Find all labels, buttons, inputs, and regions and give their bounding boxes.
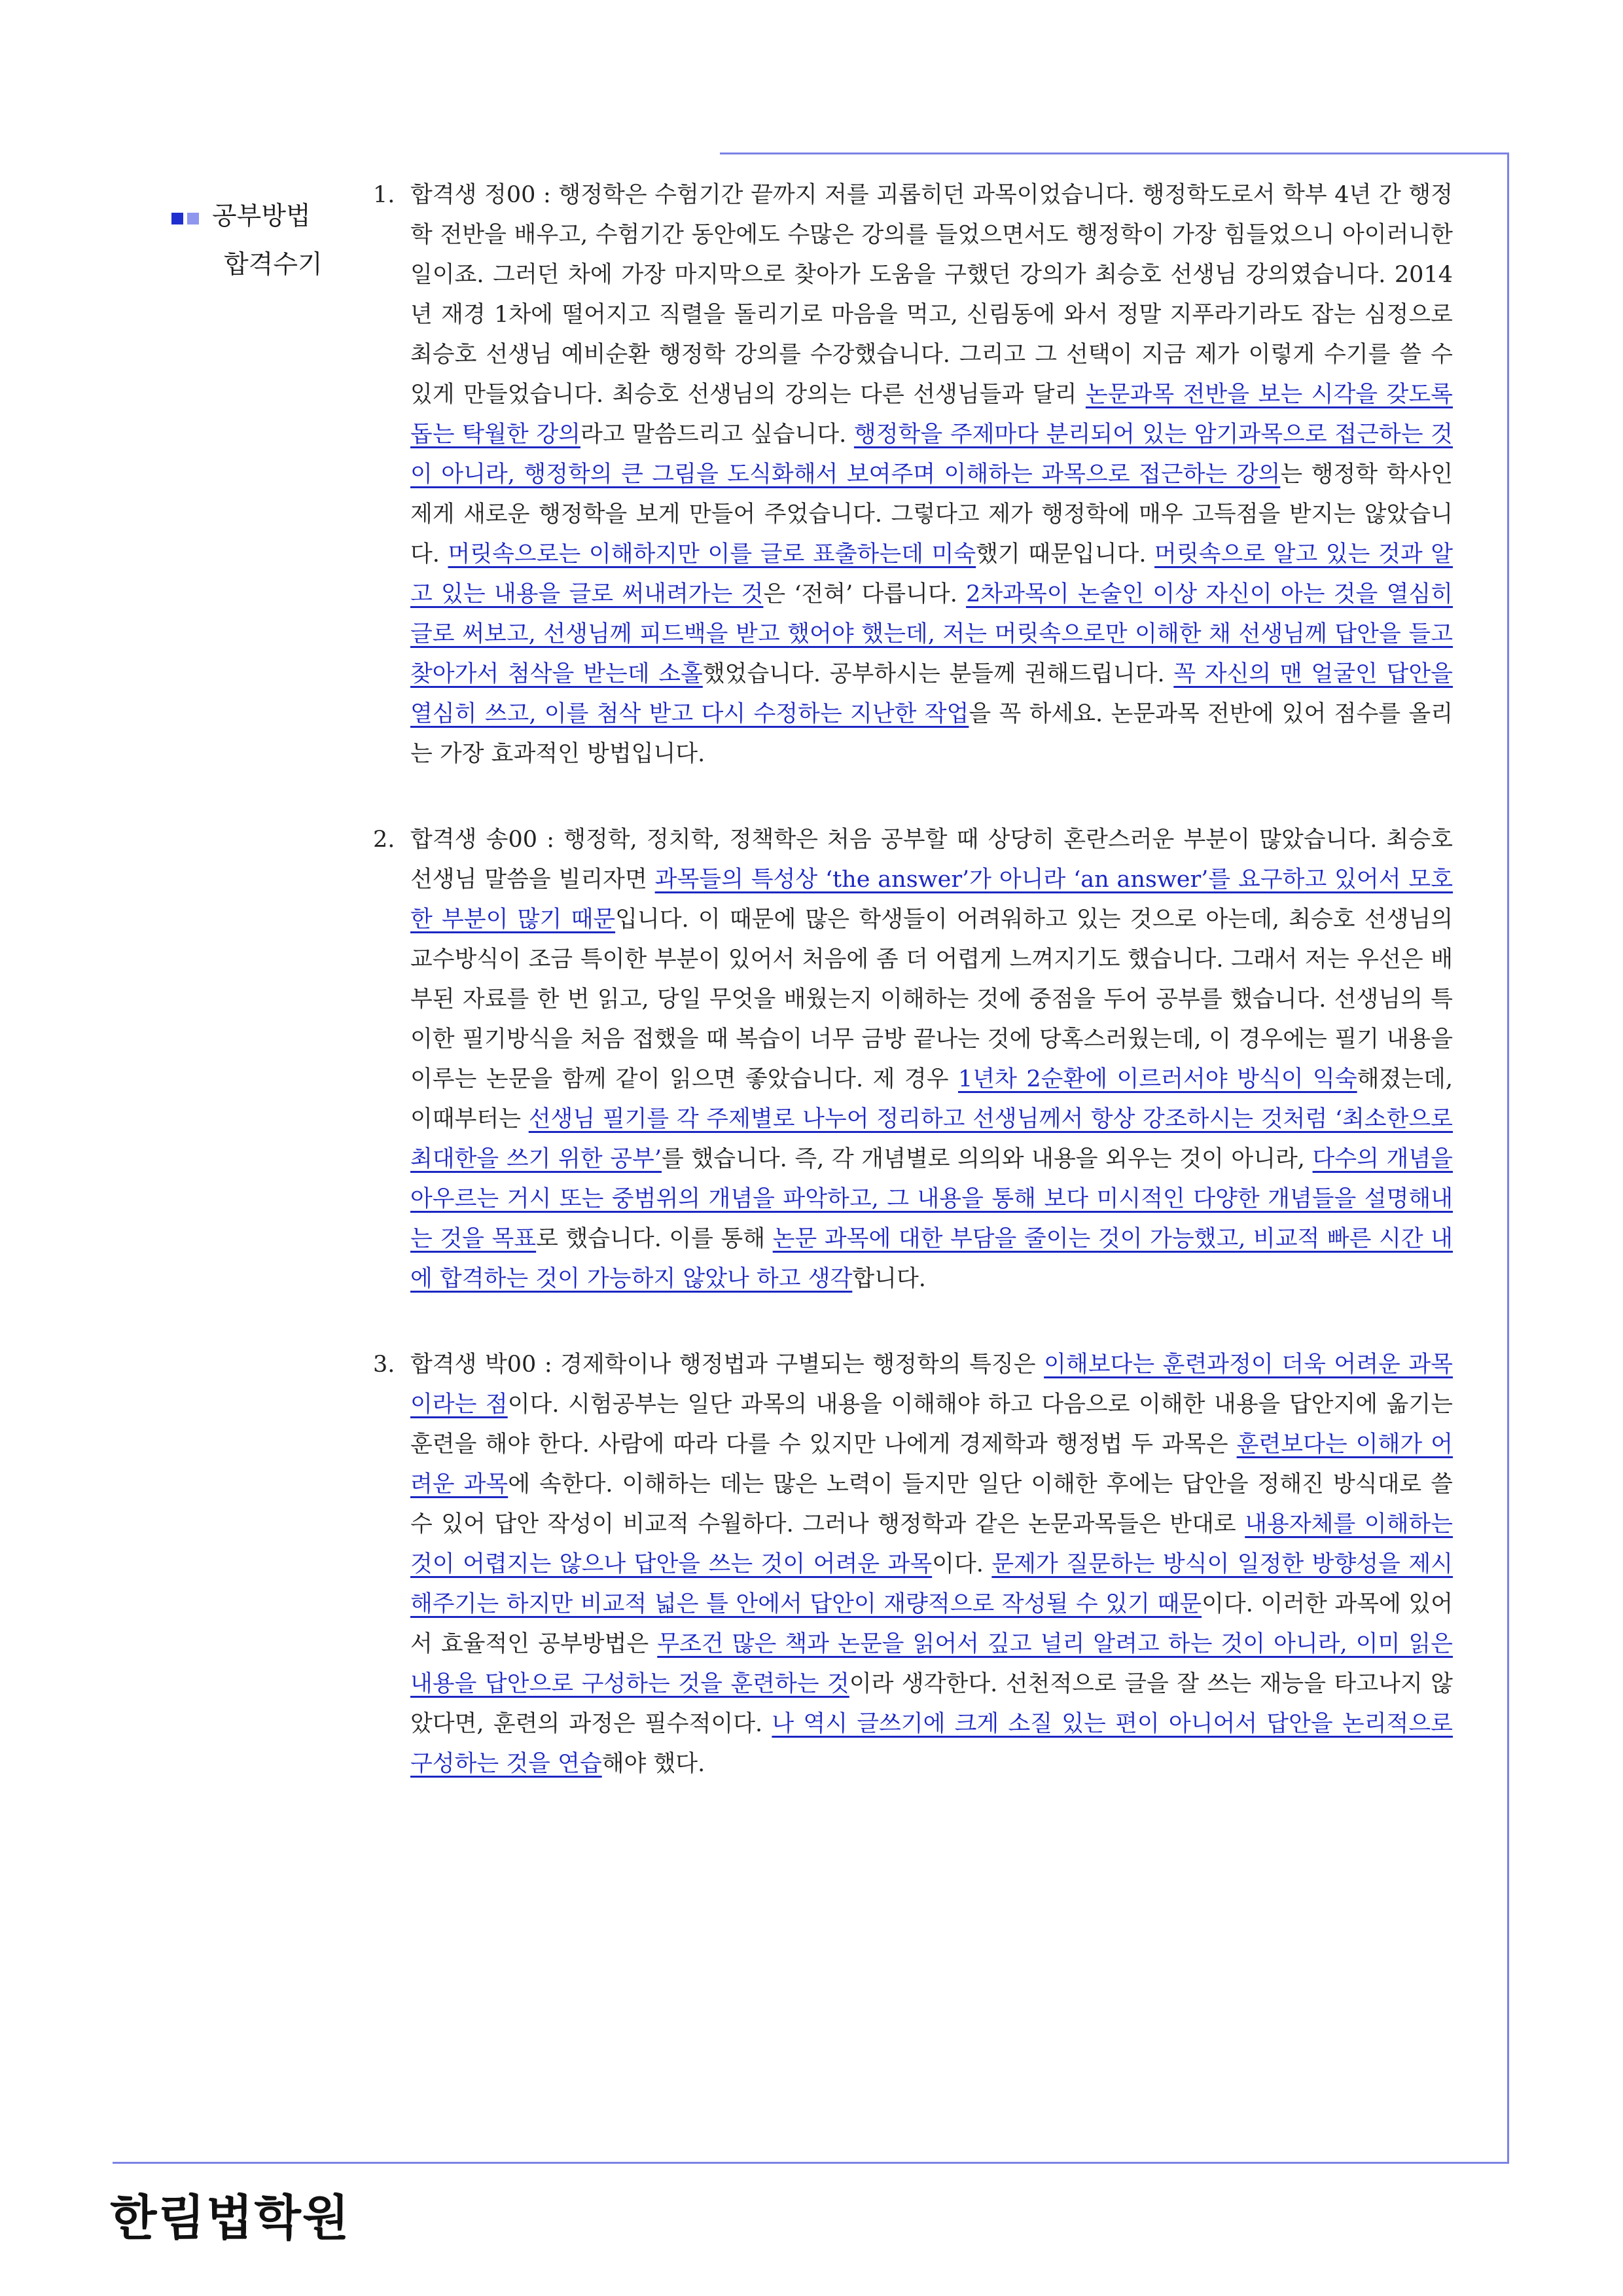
emphasis-text: 선생님 필기를 각 주제별로 나누어 정리하고 선생님께서 항상 강조하시는 것처럼 ‘최소한으로 최대한을 쓰기 위한 공부’ [410, 1106, 1453, 1172]
body-text: 합격생 정00 : 행정학은 수험기간 끝까지 저를 괴롭히던 과목이었습니다. 행정학도로서 학부 4년 간 행정학 전반을 배우고, 수험기간 동안에도 수많은 강의를 들었으면서도 행정학이 가장 힘들었으니 아이러니한 일이죠. 그러던 차에 가장 마지막으로 찾아가 도움을 구했던 강의가 최승호 선생님 강의였습니다. 2014년 재경 1차에 떨어지고 직렬을 돌리기로 마음을 먹고, 신림동에 와서 정말 지푸라기라도 잡는 심정으로 최승호 선생님 예비순환 행정학 강의를 수강했습니다. 그리고 그 선택이 지금 제가 이렇게 수기를 쓸 수 있게 만들었습니다. 최승호 선생님의 강의는 다른 선생님들과 달리 [410, 182, 1453, 408]
emphasis-text: 나 역시 글쓰기에 크게 소질 있는 편이 아니어서 답안을 논리적으로 구성하는 것을 연습 [410, 1711, 1453, 1777]
section-label [171, 193, 323, 289]
body-text: 입니다. 이 때문에 많은 학생들이 어려워하고 있는 것으로 아는데, 최승호 선생님의 교수방식이 조금 특이한 부분이 있어서 처음에 좀 더 어렵게 느껴지기도 했습니다. 그래서 저는 우선은 배부된 자료를 한 번 읽고, 당일 무엇을 배웠는지 이해하는 것에 중점을 두어 공부를 했습니다. 선생님의 특이한 필기방식을 처음 접했을 때 복습이 너무 금방 끝나는 것에 당혹스러웠는데, 이 경우에는 필기 내용을 이루는 논문을 함께 같이 읽으면 좋았습니다. 제 경우 [410, 906, 1454, 1092]
testimonial-1 [373, 175, 1453, 774]
item-body [410, 820, 1453, 1299]
square-bullet-icon [171, 194, 203, 242]
body-text: 이라 생각한다. 선천적으로 글을 잘 쓰는 재능을 타고나지 않았다면, 훈련의 과정은 필수적이다. [410, 1671, 1453, 1737]
emphasis-text: 무조건 많은 책과 논문을 읽어서 깊고 널리 알려고 하는 것이 아니라, 이미 읽은 내용을 답안으로 구성하는 것을 훈련하는 것 [410, 1631, 1453, 1697]
body-text: 는 행정학 학사인 제게 새로운 행정학을 보게 만들어 주었습니다. 그렇다고 제가 행정학에 매우 고득점을 받지는 않았습니다. [410, 461, 1454, 567]
emphasis-text: 다수의 개념을 아우르는 거시 또는 중범위의 개념을 파악하고, 그 내용을 통해 보다 미시적인 다양한 개념들을 설명해내는 것을 목표 [410, 1146, 1453, 1252]
frame-top-line [720, 152, 1508, 154]
emphasis-text: 논문 과목에 대한 부담을 줄이는 것이 가능했고, 비교적 빠른 시간 내에 합격하는 것이 가능하지 않았나 하고 생각 [410, 1226, 1453, 1292]
body-text: 이다. 시험공부는 일단 과목의 내용을 이해해야 하고 다음으로 이해한 내용을 답안지에 옮기는 훈련을 해야 한다. 사람에 따라 다를 수 있지만 나에게 경제학과 행정법 두 과목은 [410, 1391, 1453, 1458]
body-text: 합격생 박00 : 경제학이나 행정법과 구별되는 행정학의 특징은 [410, 1352, 1044, 1378]
body-text: 에 속한다. 이해하는 데는 많은 노력이 들지만 일단 이해한 후에는 답안을 정해진 방식대로 쓸 수 있어 답안 작성이 비교적 수월하다. 그러나 행정학과 같은 논문과목들은 반대로 [410, 1471, 1453, 1537]
body-text: 합격생 송00 : 행정학, 정치학, 정책학은 처음 공부할 때 상당히 혼란스러운 부분이 많았습니다. 최승호 선생님 말씀을 빌리자면 [410, 827, 1453, 893]
body-text: 라고 말씀드리고 싶습니다. [580, 422, 854, 448]
frame-bottom-line [113, 2162, 1509, 2164]
item-body [410, 1345, 1453, 1784]
body-text: 해졌는데, 이때부터는 [410, 1066, 1453, 1132]
emphasis-text: 행정학을 주제마다 분리되어 있는 암기과목으로 접근하는 것이 아니라, 행정학의 큰 그림을 도식화해서 보여주며 이해하는 과목으로 접근하는 강의 [410, 422, 1453, 488]
body-text: 했었습니다. 공부하시는 분들께 권해드립니다. [702, 661, 1174, 687]
testimonial-list [373, 175, 1453, 1784]
body-text: 은 ‘전혀’ 다릅니다. [763, 581, 967, 607]
emphasis-text: 머릿속으로는 이해하지만 이를 글로 표출하는데 미숙 [448, 541, 976, 567]
testimonial-3 [373, 1345, 1453, 1784]
emphasis-text: 꼭 자신의 맨 얼굴인 답안을 열심히 쓰고, 이를 첨삭 받고 다시 수정하는 지난한 작업 [410, 661, 1453, 727]
emphasis-text: 머릿속으로 알고 있는 것과 알고 있는 내용을 글로 써내려가는 것 [410, 541, 1453, 607]
body-text: 로 했습니다. 이를 통해 [536, 1226, 773, 1252]
item-number: 3. [373, 1352, 395, 1378]
frame-right-line [1507, 152, 1509, 2163]
emphasis-text: 1년차 2순환에 이르러서야 방식이 익숙 [958, 1066, 1357, 1092]
emphasis-text: 이해보다는 훈련과정이 더욱 어려운 과목이라는 점 [410, 1352, 1453, 1418]
testimonial-2 [373, 820, 1453, 1299]
emphasis-text: 훈련보다는 이해가 어려운 과목 [410, 1431, 1454, 1498]
body-text: 해야 했다. [601, 1751, 705, 1777]
body-text: 했기 때문입니다. [976, 541, 1155, 567]
item-body [410, 175, 1453, 774]
section-title-study-method: 공부방법 [212, 202, 311, 231]
section-label-line1 [171, 193, 323, 242]
emphasis-text: 내용자체를 이해하는 것이 어렵지는 않으나 답안을 쓰는 것이 어려운 과목 [410, 1511, 1453, 1577]
emphasis-text: 문제가 질문하는 방식이 일정한 방향성을 제시해주기는 하지만 비교적 넓은 틀 안에서 답안이 재량적으로 작성될 수 있기 때문 [410, 1551, 1453, 1617]
body-text: 합니다. [852, 1266, 926, 1292]
item-number: 1. [373, 182, 395, 208]
section-title-pass-story: 합격수기 [224, 249, 323, 279]
body-text: 을 꼭 하세요. 논문과목 전반에 있어 점수를 올리는 가장 효과적인 방법입니다. [410, 701, 1454, 767]
emphasis-text: 2차과목이 논술인 이상 자신이 아는 것을 열심히 글로 써보고, 선생님께 피드백을 받고 했어야 했는데, 저는 머릿속으로만 이해한 채 선생님께 답안을 들고 찾아가서 첨삭을 받는데 소홀 [410, 581, 1453, 687]
body-text: 를 했습니다. 즉, 각 개념별로 의의와 내용을 외우는 것이 아니라, [662, 1146, 1313, 1172]
emphasis-text: 과목들의 특성상 ‘the answer’가 아니라 ‘an answer’를 요구하고 있어서 모호한 부분이 많기 때문 [410, 867, 1454, 933]
item-number: 2. [373, 827, 395, 853]
emphasis-text: 논문과목 전반을 보는 시각을 갖도록 돕는 탁월한 강의 [410, 382, 1453, 448]
body-text: 이다. 이러한 과목에 있어서 효율적인 공부방법은 [410, 1591, 1453, 1657]
body-text: 이다. [932, 1551, 992, 1577]
hanlim-logo: 한림법학원 [110, 2190, 351, 2246]
